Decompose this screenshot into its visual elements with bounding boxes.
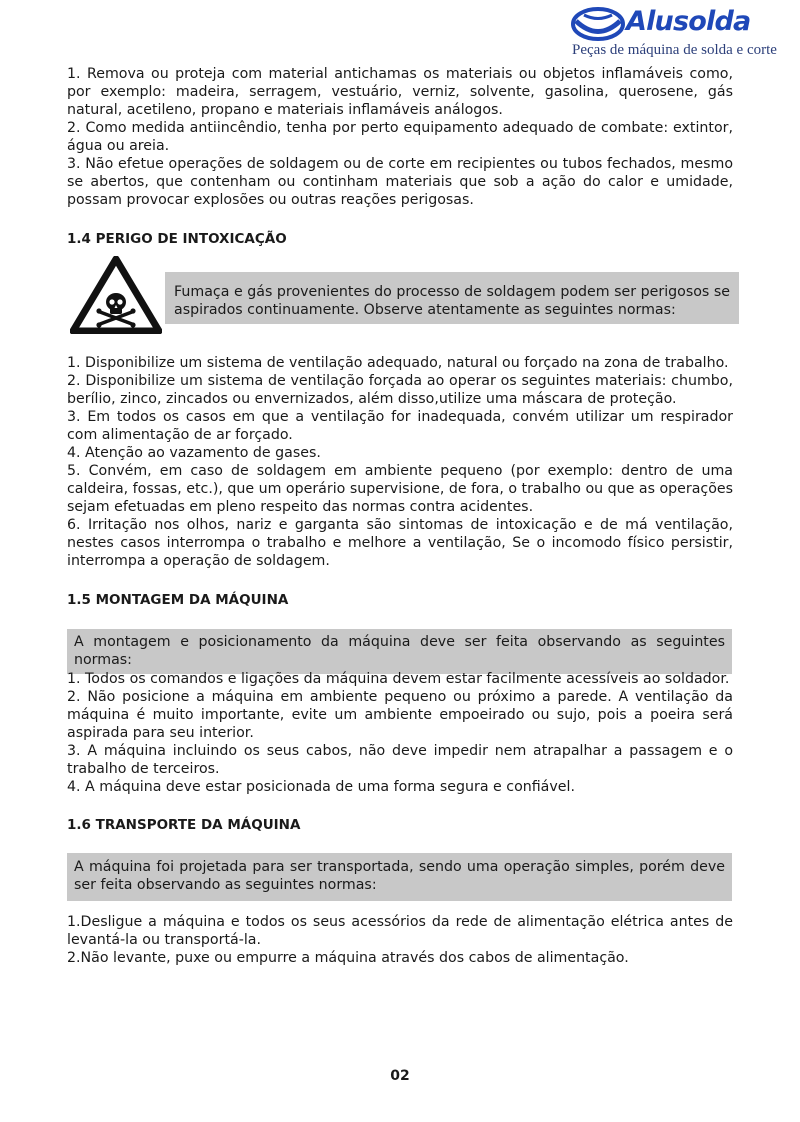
list-item: 4. Atenção ao vazamento de gases.: [67, 445, 321, 461]
logo-swoosh-icon: [570, 6, 626, 42]
logo-wordmark: Alusolda: [626, 6, 751, 37]
list-item: 3. Em todos os casos em que a ventilação for inadequada, convém utilizar um respirador com alimentação de ar forçado.: [67, 409, 733, 443]
list-item: 5. Convém, em caso de soldagem em ambiente pequeno (por exemplo: dentro de uma caldeira, fossas, etc.), que um operário supervisione, de fora, o trabalho ou que as operações sejam efetuadas em pleno respeito das normas contra acidentes.: [67, 463, 734, 515]
assembly-list: [67, 670, 733, 796]
note-box-transport: [67, 853, 732, 901]
transport-list: [67, 913, 733, 967]
list-item: 1.Desligue a máquina e todos os seus acessórios da rede de alimentação elétrica antes de levantá-la ou transportá-la.: [67, 914, 733, 948]
list-item: 2. Como medida antiincêndio, tenha por perto equipamento adequado de combate: extintor, água ou areia.: [67, 120, 733, 154]
logo-tagline: Peças de máquina de solda e corte: [572, 42, 777, 58]
note-text: A montagem e posicionamento da máquina deve ser feita observando as seguintes normas:: [74, 634, 725, 668]
note-text: Fumaça e gás provenientes do processo de soldagem podem ser perigosos se aspirados continuamente. Observe atentamente as seguintes normas:: [174, 284, 730, 318]
note-box-assembly: [67, 629, 732, 674]
list-item: 4. A máquina deve estar posicionada de uma forma segura e confiável.: [67, 779, 575, 795]
list-item: 1. Todos os comandos e ligações da máquina devem estar facilmente acessíveis ao soldador.: [67, 671, 730, 687]
brand-logo: [568, 4, 777, 62]
list-item: 3. Não efetue operações de soldagem ou de corte em recipientes ou tubos fechados, mesmo se abertos, que contenham ou continham materiais que sob a ação do calor e umidade, possam provocar explosões ou outras reações perigosas.: [67, 156, 733, 208]
intoxication-list: [67, 354, 733, 570]
section-heading-1-4: 1.4 PERIGO DE INTOXICAÇÃO: [67, 231, 287, 247]
list-item: 3. A máquina incluindo os seus cabos, não deve impedir nem atrapalhar a passagem e o trabalho de terceiros.: [67, 743, 733, 777]
list-item: 1. Remova ou proteja com material antichamas os materiais ou objetos inflamáveis como, por exemplo: madeira, serragem, vestuário, verniz, solvente, gasolina, querosene, gás natural, acetileno, propano e materiais inflamáveis análogos.: [67, 66, 733, 118]
list-item: 2. Não posicione a máquina em ambiente pequeno ou próximo a parede. A ventilação da máquina é muito importante, evite um ambiente empoeirado ou sujo, pois a poeira será aspirada para seu interior.: [67, 689, 733, 741]
toxic-skull-warning-icon: [70, 256, 162, 334]
list-item: 2. Disponibilize um sistema de ventilação forçada ao operar os seguintes materiais: chumbo, berílio, zinco, zincados ou envernizados, além disso,utilize uma máscara de proteção.: [67, 373, 733, 407]
list-item: 6. Irritação nos olhos, nariz e garganta são sintomas de intoxicação e de má ventilação, nestes casos interrompa o trabalho e melhore a ventilação, Se o incomodo físico persistir, interrompa a operação de soldagem.: [67, 517, 733, 569]
note-text: A máquina foi projetada para ser transportada, sendo uma operação simples, porém deve ser feita observando as seguintes normas:: [74, 859, 725, 893]
note-box-intoxication: [165, 272, 739, 324]
list-item: 2.Não levante, puxe ou empurre a máquina através dos cabos de alimentação.: [67, 950, 629, 966]
section-heading-1-6: 1.6 TRANSPORTE DA MÁQUINA: [67, 817, 301, 833]
page-number: 02: [390, 1068, 410, 1084]
section-heading-1-5: 1.5 MONTAGEM DA MÁQUINA: [67, 592, 289, 608]
intro-list: [67, 65, 733, 209]
list-item: 1. Disponibilize um sistema de ventilação adequado, natural ou forçado na zona de trabalho.: [67, 355, 729, 371]
